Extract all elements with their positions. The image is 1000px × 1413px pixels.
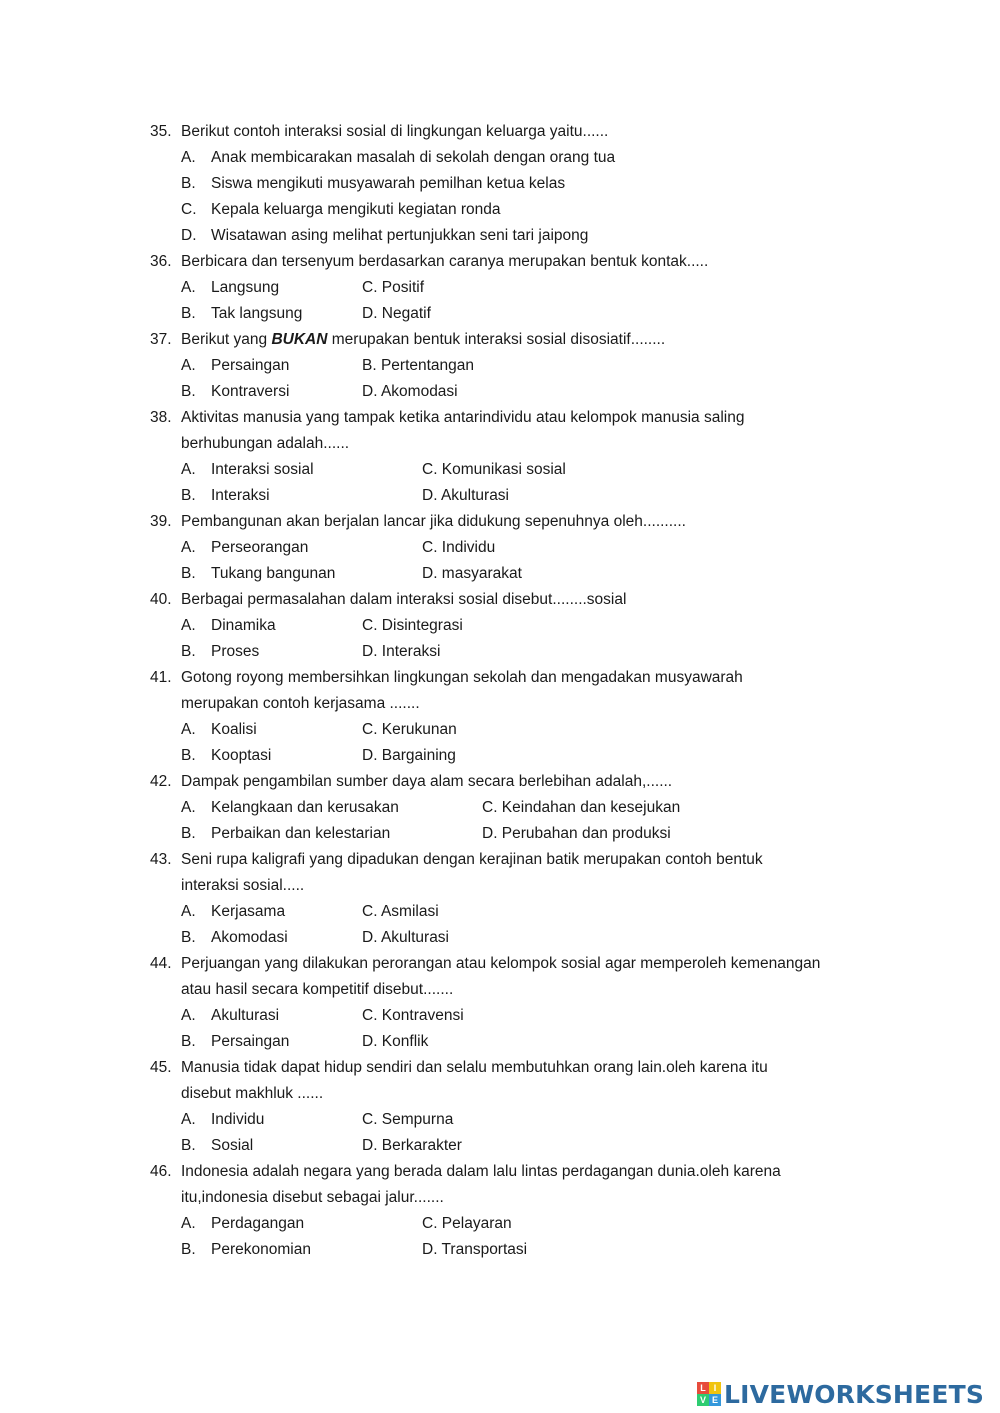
question-text-cont: itu,indonesia disebut sebagai jalur.......	[181, 1189, 444, 1206]
option-text-col2: C. Kerukunan	[362, 721, 457, 738]
question-38	[150, 407, 910, 511]
question-text-cont: merupakan contoh kerjasama .......	[181, 695, 420, 712]
option-text: Langsung	[211, 279, 280, 296]
question-number: 42.	[150, 773, 172, 790]
option-text-col2: D. Bargaining	[362, 747, 456, 764]
option-text: Sosial	[211, 1137, 254, 1154]
option-letter: A.	[181, 617, 196, 634]
option-text-col2: D. masyarakat	[422, 565, 522, 582]
question-text: Indonesia adalah negara yang berada dalam lalu lintas perdagangan dunia.oleh karena	[181, 1163, 781, 1180]
option-text-col2: B. Pertentangan	[362, 357, 475, 374]
option-text: Perbaikan dan kelestarian	[211, 825, 391, 842]
option-text-col2: D. Konflik	[362, 1033, 429, 1050]
option-letter: A.	[181, 279, 196, 296]
liveworksheets-logo	[697, 1380, 984, 1408]
question-text: Pembangunan akan berjalan lancar jika didukung sepenuhnya oleh..........	[181, 513, 686, 530]
option-text-col2: C. Komunikasi sosial	[422, 461, 566, 478]
option-letter: A.	[181, 149, 196, 166]
option-text: Interaksi sosial	[211, 461, 314, 478]
option-text: Perekonomian	[211, 1241, 311, 1258]
option-letter: B.	[181, 487, 196, 504]
option-text: Koalisi	[211, 721, 257, 738]
option-text: Siswa mengikuti musyawarah pemilhan ketua kelas	[211, 175, 566, 192]
question-number: 46.	[150, 1163, 172, 1180]
question-number: 45.	[150, 1059, 172, 1076]
question-text-cont: disebut makhluk ......	[181, 1085, 324, 1102]
question-43	[150, 849, 910, 953]
option-letter: B.	[181, 175, 196, 192]
option-text-col2: D. Negatif	[362, 305, 431, 322]
option-letter: D.	[181, 227, 197, 244]
option-text-col2: C. Sempurna	[362, 1111, 454, 1128]
option-text-col2: C. Kontravensi	[362, 1007, 464, 1024]
option-letter: A.	[181, 539, 196, 556]
question-35	[150, 121, 910, 251]
question-text: Perjuangan yang dilakukan perorangan atau kelompok sosial agar memperoleh kemenangan	[181, 955, 821, 972]
question-text: Aktivitas manusia yang tampak ketika antarindividu atau kelompok manusia saling	[181, 409, 745, 426]
option-text: Kepala keluarga mengikuti kegiatan ronda	[211, 201, 501, 218]
option-letter: B.	[181, 383, 196, 400]
option-text: Dinamika	[211, 617, 276, 634]
option-letter: B.	[181, 747, 196, 764]
option-text: Kelangkaan dan kerusakan	[211, 799, 399, 816]
option-text-col2: D. Transportasi	[422, 1241, 528, 1258]
option-text: Proses	[211, 643, 260, 660]
option-text: Akulturasi	[211, 1007, 280, 1024]
question-number: 40.	[150, 591, 172, 608]
question-number: 35.	[150, 123, 172, 140]
logo-mark-icon: L I V E	[697, 1382, 721, 1406]
logo-text: LIVEWORKSHEETS	[724, 1379, 985, 1409]
question-39	[150, 511, 910, 589]
question-text: Berbagai permasalahan dalam interaksi sosial disebut........sosial	[181, 591, 627, 608]
option-text: Tak langsung	[211, 305, 303, 322]
option-text: Perseorangan	[211, 539, 309, 556]
question-text: Dampak pengambilan sumber daya alam secara berlebihan adalah,......	[181, 773, 673, 790]
option-text: Persaingan	[211, 357, 290, 374]
option-letter: A.	[181, 1215, 196, 1232]
option-text-col2: C. Asmilasi	[362, 903, 439, 920]
option-text-col2: D. Perubahan dan produksi	[482, 825, 671, 842]
option-text: Kontraversi	[211, 383, 290, 400]
option-text: Interaksi	[211, 487, 270, 504]
question-number: 39.	[150, 513, 172, 530]
option-text: Persaingan	[211, 1033, 290, 1050]
question-text: Seni rupa kaligrafi yang dipadukan dengan kerajinan batik merupakan contoh bentuk	[181, 851, 763, 868]
question-number: 44.	[150, 955, 172, 972]
option-letter: B.	[181, 305, 196, 322]
option-text-col2: C. Individu	[422, 539, 496, 556]
question-number: 41.	[150, 669, 172, 686]
option-text: Anak membicarakan masalah di sekolah dengan orang tua	[211, 149, 616, 166]
question-text-cont: interaksi sosial.....	[181, 877, 305, 894]
question-number: 38.	[150, 409, 172, 426]
option-letter: B.	[181, 1137, 196, 1154]
question-text-cont: berhubungan adalah......	[181, 435, 350, 452]
question-42	[150, 771, 910, 849]
option-letter: A.	[181, 721, 196, 738]
option-letter: C.	[181, 201, 197, 218]
option-letter: A.	[181, 1111, 196, 1128]
question-text: Manusia tidak dapat hidup sendiri dan selalu membutuhkan orang lain.oleh karena itu	[181, 1059, 768, 1076]
question-text: Gotong royong membersihkan lingkungan sekolah dan mengadakan musyawarah	[181, 669, 743, 686]
option-text: Perdagangan	[211, 1215, 305, 1232]
option-text: Akomodasi	[211, 929, 288, 946]
option-text-col2: D. Interaksi	[362, 643, 441, 660]
option-letter: B.	[181, 565, 196, 582]
question-44	[150, 953, 910, 1057]
option-text-col2: C. Disintegrasi	[362, 617, 463, 634]
question-text: Berikut contoh interaksi sosial di lingkungan keluarga yaitu......	[181, 123, 609, 140]
option-letter: A.	[181, 461, 196, 478]
option-text: Individu	[211, 1111, 265, 1128]
option-letter: B.	[181, 929, 196, 946]
question-number: 37.	[150, 331, 172, 348]
question-36	[150, 251, 910, 329]
worksheet-page	[150, 121, 910, 1265]
question-number: 36.	[150, 253, 172, 270]
option-text-col2: D. Akomodasi	[362, 383, 458, 400]
option-letter: B.	[181, 643, 196, 660]
emphasis-bukan: BUKAN	[271, 331, 328, 348]
option-text-col2: C. Keindahan dan kesejukan	[482, 799, 681, 816]
option-text-col2: D. Akulturasi	[422, 487, 510, 504]
question-37	[150, 329, 910, 407]
option-text-col2: C. Positif	[362, 279, 425, 296]
question-text-cont: atau hasil secara kompetitif disebut.......	[181, 981, 454, 998]
question-number: 43.	[150, 851, 172, 868]
question-45	[150, 1057, 910, 1161]
option-text-col2: D. Akulturasi	[362, 929, 450, 946]
question-46	[150, 1161, 910, 1265]
option-letter: A.	[181, 357, 196, 374]
question-text: Berbicara dan tersenyum berdasarkan caranya merupakan bentuk kontak.....	[181, 253, 709, 270]
option-letter: B.	[181, 1241, 196, 1258]
question-40	[150, 589, 910, 667]
question-41	[150, 667, 910, 771]
option-text-col2: C. Pelayaran	[422, 1215, 512, 1232]
option-text: Wisatawan asing melihat pertunjukkan seni tari jaipong	[211, 227, 589, 244]
option-letter: A.	[181, 903, 196, 920]
option-text: Tukang bangunan	[211, 565, 336, 582]
option-text-col2: D. Berkarakter	[362, 1137, 462, 1154]
option-letter: B.	[181, 825, 196, 842]
option-text: Kerjasama	[211, 903, 286, 920]
question-text: Berikut yang BUKAN merupakan bentuk interaksi sosial disosiatif........	[181, 331, 666, 348]
option-letter: A.	[181, 1007, 196, 1024]
option-letter: B.	[181, 1033, 196, 1050]
option-letter: A.	[181, 799, 196, 816]
option-text: Kooptasi	[211, 747, 272, 764]
